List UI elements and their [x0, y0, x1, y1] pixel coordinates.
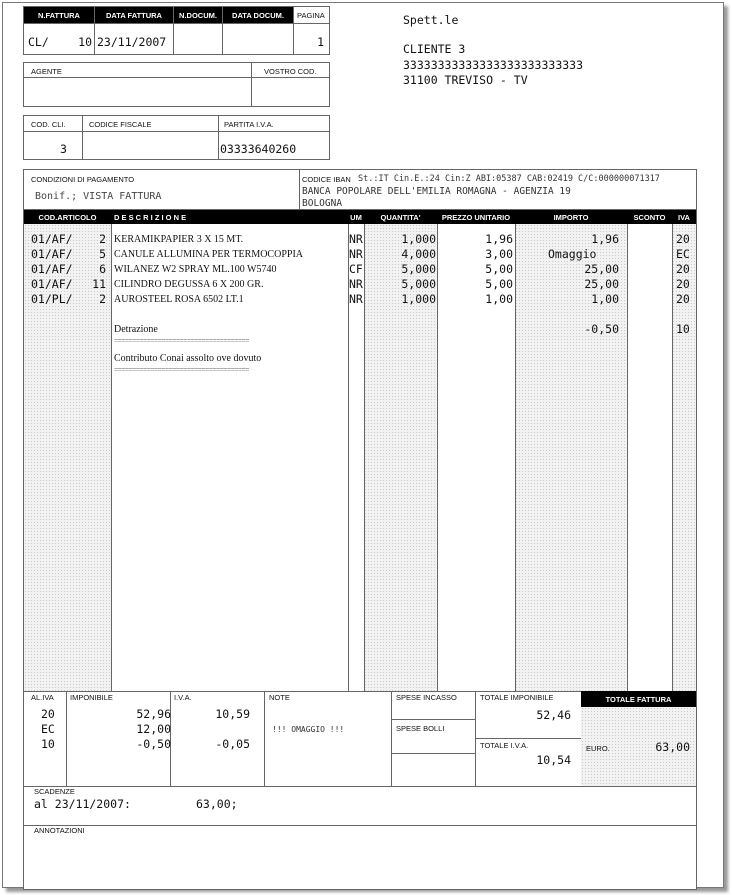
vat-rate: 20 — [41, 707, 55, 721]
detrazione-label: Detrazione — [114, 324, 158, 335]
recipient-name: CLIENTE 3 — [403, 42, 466, 56]
item-code-prefix: 01/AF/ — [31, 247, 73, 261]
vat-taxable: 12,00 — [136, 722, 171, 736]
vat-amount: 10,59 — [215, 707, 250, 721]
header-label-pagina: PAGINA — [297, 11, 325, 20]
client-table — [23, 115, 330, 160]
totale-fattura: 63,00 — [655, 740, 690, 754]
col-header-sconto: SCONTO — [627, 210, 672, 224]
aliva-label: AL.IVA — [31, 693, 54, 702]
item-amount: 1,96 — [591, 232, 619, 246]
vat-taxable: -0,50 — [136, 737, 171, 751]
item-description: KERAMIKPAPIER 3 X 15 MT. — [114, 234, 244, 245]
note-label: NOTE — [269, 693, 290, 702]
col-header-prezzo-unitario: PREZZO UNITARIO — [437, 210, 515, 224]
note-text: !!! OMAGGIO !!! — [272, 725, 345, 734]
payment-conditions-label: CONDIZIONI DI PAGAMENTO — [31, 175, 135, 184]
partita-iva-label: PARTITA I.V.A. — [224, 120, 274, 129]
client-code: 3 — [60, 142, 67, 156]
item-code-prefix: 01/PL/ — [31, 292, 73, 306]
detrazione-amount: -0,50 — [584, 322, 619, 336]
item-vat: EC — [676, 247, 690, 261]
item-um: NR — [349, 247, 363, 261]
agent-table — [23, 62, 330, 107]
scadenze-text: al 23/11/2007: — [34, 797, 131, 811]
item-vat: 20 — [676, 292, 690, 306]
item-description: CILINDRO DEGUSSA 6 X 200 GR. — [114, 279, 264, 290]
invoice-page — [2, 2, 724, 888]
item-unit-price: 1,00 — [485, 292, 513, 306]
item-unit-price: 5,00 — [485, 277, 513, 291]
col-header-descrizione: D E S C R I Z I O N E — [111, 210, 348, 224]
totale-iva: 10,54 — [536, 753, 571, 767]
item-quantity: 5,000 — [401, 277, 436, 291]
item-code-prefix: 01/AF/ — [31, 277, 73, 291]
item-code-number: 2 — [99, 232, 106, 246]
item-code-prefix: 01/AF/ — [31, 232, 73, 246]
payment-conditions: Bonif.; VISTA FATTURA — [35, 191, 162, 202]
recipient-salutation: Spett.le — [403, 13, 459, 27]
totale-imponibile: 52,46 — [536, 708, 571, 722]
recipient-address-line: 33333333333333333333333333 — [403, 58, 584, 72]
item-description: WILANEZ W2 SPRAY ML.100 W5740 — [114, 264, 277, 275]
vat-amount: -0,05 — [215, 737, 250, 751]
col-header-iva: IVA — [672, 210, 696, 224]
contributo-conai: Contributo Conai assolto ove dovuto — [114, 353, 262, 364]
item-um: NR — [349, 292, 363, 306]
item-unit-price: 5,00 — [485, 262, 513, 276]
header-label-data-docum: DATA DOCUM. — [223, 7, 293, 23]
codice-fiscale-label: CODICE FISCALE — [89, 120, 152, 129]
item-code-prefix: 01/AF/ — [31, 262, 73, 276]
item-um: CF — [349, 262, 363, 276]
item-description: AUROSTEEL ROSA 6502 LT.1 — [114, 294, 244, 305]
item-quantity: 1,000 — [401, 232, 436, 246]
cod-cli-label: COD. CLI. — [31, 120, 66, 129]
item-omaggio: Omaggio — [548, 247, 597, 261]
invoice-header-table — [23, 6, 330, 55]
iva-label: I.V.A. — [174, 693, 192, 702]
spese-bolli-label: SPESE BOLLI — [396, 724, 445, 733]
bank-city: BOLOGNA — [302, 198, 343, 209]
item-unit-price: 3,00 — [485, 247, 513, 261]
bank-name: BANCA POPOLARE DELL'EMILIA ROMAGNA - AGENZIA 19 — [302, 186, 571, 197]
invoice-series: CL/ — [28, 35, 49, 49]
detrazione-vat: 10 — [676, 322, 690, 336]
invoice-number: 10 — [78, 35, 92, 49]
item-amount: 25,00 — [584, 277, 619, 291]
item-code-number: 6 — [99, 262, 106, 276]
col-header-cod-articolo: COD.ARTICOLO — [24, 210, 111, 224]
scadenze-amount: 63,00; — [196, 797, 238, 811]
item-description: CANULE ALLUMINA PER TERMOCOPPIA — [114, 249, 303, 260]
vat-rate: EC — [41, 722, 55, 736]
item-um: NR — [349, 232, 363, 246]
header-label-n-fattura: N.FATTURA — [24, 7, 94, 23]
totale-fattura-label: TOTALE FATTURA — [581, 691, 696, 707]
iban-value: St.:IT Cin.E.:24 Cin:Z ABI:05387 CAB:02419 C/C:000000071317 — [358, 174, 660, 184]
col-header-um: UM — [348, 210, 364, 224]
col-header-importo: IMPORTO — [515, 210, 627, 224]
item-amount: 25,00 — [584, 262, 619, 276]
item-vat: 20 — [676, 262, 690, 276]
euro-label: EURO. — [586, 744, 610, 753]
item-code-number: 11 — [92, 277, 106, 291]
page-number: 1 — [317, 35, 324, 49]
header-label-data-fattura: DATA FATTURA — [95, 7, 173, 23]
vostro-cod-label: VOSTRO COD. — [264, 67, 317, 76]
totale-iva-label: TOTALE I.V.A. — [480, 741, 529, 750]
agent-label: AGENTE — [31, 67, 62, 76]
item-amount: 1,00 — [591, 292, 619, 306]
separator-line: ===================================== — [114, 337, 249, 345]
item-code-number: 5 — [99, 247, 106, 261]
header-label-n-docum: N.DOCUM. — [174, 7, 222, 23]
spese-incasso-label: SPESE INCASSO — [396, 693, 457, 702]
invoice-date: 23/11/2007 — [97, 35, 167, 49]
item-vat: 20 — [676, 277, 690, 291]
totale-imponibile-label: TOTALE IMPONIBILE — [480, 693, 554, 702]
annotazioni-label: ANNOTAZIONI — [34, 826, 85, 835]
item-quantity: 1,000 — [401, 292, 436, 306]
item-um: NR — [349, 277, 363, 291]
item-quantity: 4,000 — [401, 247, 436, 261]
item-vat: 20 — [676, 232, 690, 246]
item-code-number: 2 — [99, 292, 106, 306]
separator-line: ===================================== — [114, 366, 249, 374]
item-unit-price: 1,96 — [485, 232, 513, 246]
iban-label: CODICE IBAN — [302, 175, 351, 184]
imponibile-label: IMPONIBILE — [70, 693, 113, 702]
partita-iva-value: 03333640260 — [220, 142, 297, 156]
recipient-city: 31100 TREVISO - TV — [403, 73, 528, 87]
scadenze-label: SCADENZE — [34, 787, 75, 796]
col-header-quantita: QUANTITA' — [364, 210, 437, 224]
vat-taxable: 52,96 — [136, 707, 171, 721]
vat-rate: 10 — [41, 737, 55, 751]
payment-items-section — [23, 169, 697, 890]
item-quantity: 5,000 — [401, 262, 436, 276]
